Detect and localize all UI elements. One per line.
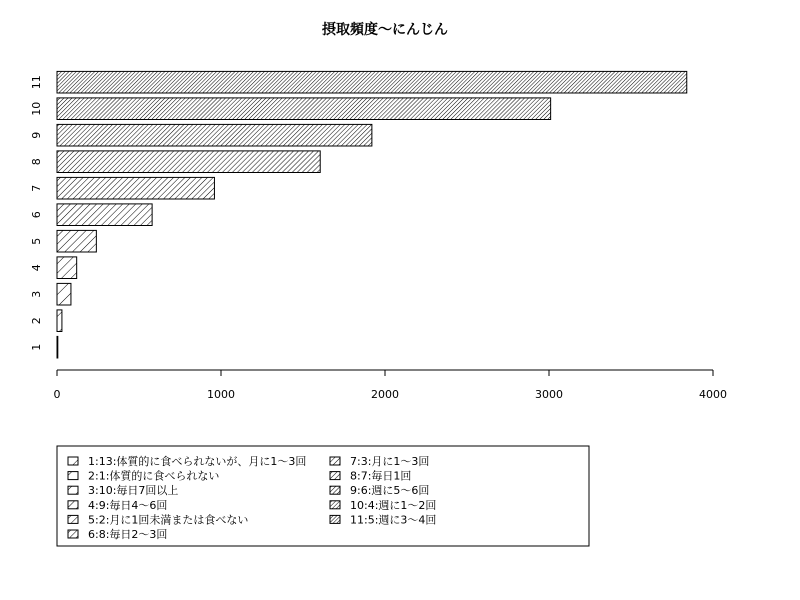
- bar-5: [57, 230, 96, 252]
- bar-2: [57, 310, 62, 332]
- bar-9: [57, 124, 372, 146]
- legend-swatch: [330, 515, 340, 523]
- legend-entry: 3:10:毎日7回以上: [88, 484, 179, 498]
- y-tick-label: 2: [30, 317, 43, 325]
- y-tick-label: 7: [30, 184, 43, 192]
- bar-11: [57, 71, 687, 93]
- legend-entry: 2:1:体質的に食べられない: [88, 469, 220, 483]
- y-tick-label: 6: [30, 211, 43, 219]
- legend-entry: 11:5:週に3〜4回: [350, 513, 437, 527]
- bar-4: [57, 257, 77, 279]
- legend-entry: 7:3:月に1〜3回: [350, 455, 430, 468]
- x-tick-label: 1000: [207, 388, 235, 401]
- legend-swatch: [330, 486, 340, 494]
- legend-swatch: [330, 457, 340, 465]
- legend-entry: 1:13:体質的に食べられないが、月に1〜3回: [88, 455, 307, 468]
- legend-swatch: [330, 501, 340, 509]
- bar-6: [57, 204, 152, 226]
- legend-swatch: [330, 472, 340, 480]
- legend-entry: 6:8:毎日2〜3回: [88, 528, 168, 541]
- x-axis: [54, 370, 728, 401]
- y-tick-label: 4: [30, 264, 43, 272]
- x-tick-label: 0: [53, 388, 61, 401]
- bar-8: [57, 151, 320, 173]
- legend-entry: 8:7:毎日1回: [350, 469, 412, 483]
- x-tick-label: 4000: [699, 388, 727, 401]
- bar-3: [57, 283, 71, 305]
- y-tick-label: 9: [30, 131, 43, 139]
- legend-swatch: [68, 530, 78, 538]
- legend-swatch: [68, 486, 78, 494]
- x-tick-label: 2000: [371, 388, 399, 401]
- bar-1: [57, 336, 58, 358]
- bar-7: [57, 177, 214, 199]
- bar-10: [57, 98, 551, 120]
- y-tick-label: 3: [30, 290, 43, 298]
- y-tick-label: 5: [30, 237, 43, 245]
- x-tick-label: 3000: [535, 388, 563, 401]
- legend-swatch: [68, 457, 78, 465]
- legend: [57, 446, 589, 546]
- legend-swatch: [68, 472, 78, 480]
- legend-entry: 5:2:月に1回未満または食べない: [88, 513, 249, 527]
- chart-title: 摂取頻度〜にんじん: [322, 22, 448, 38]
- y-tick-label: 10: [30, 101, 43, 116]
- legend-entry: 9:6:週に5〜6回: [350, 484, 430, 498]
- y-axis: [30, 75, 43, 351]
- y-tick-label: 11: [30, 75, 43, 90]
- legend-swatch: [68, 501, 78, 509]
- legend-entry: 10:4:週に1〜2回: [350, 498, 437, 512]
- bars-layer: [57, 71, 687, 358]
- y-tick-label: 1: [30, 343, 43, 351]
- legend-entry: 4:9:毎日4〜6回: [88, 498, 168, 512]
- y-tick-label: 8: [30, 158, 43, 166]
- legend-swatch: [68, 515, 78, 523]
